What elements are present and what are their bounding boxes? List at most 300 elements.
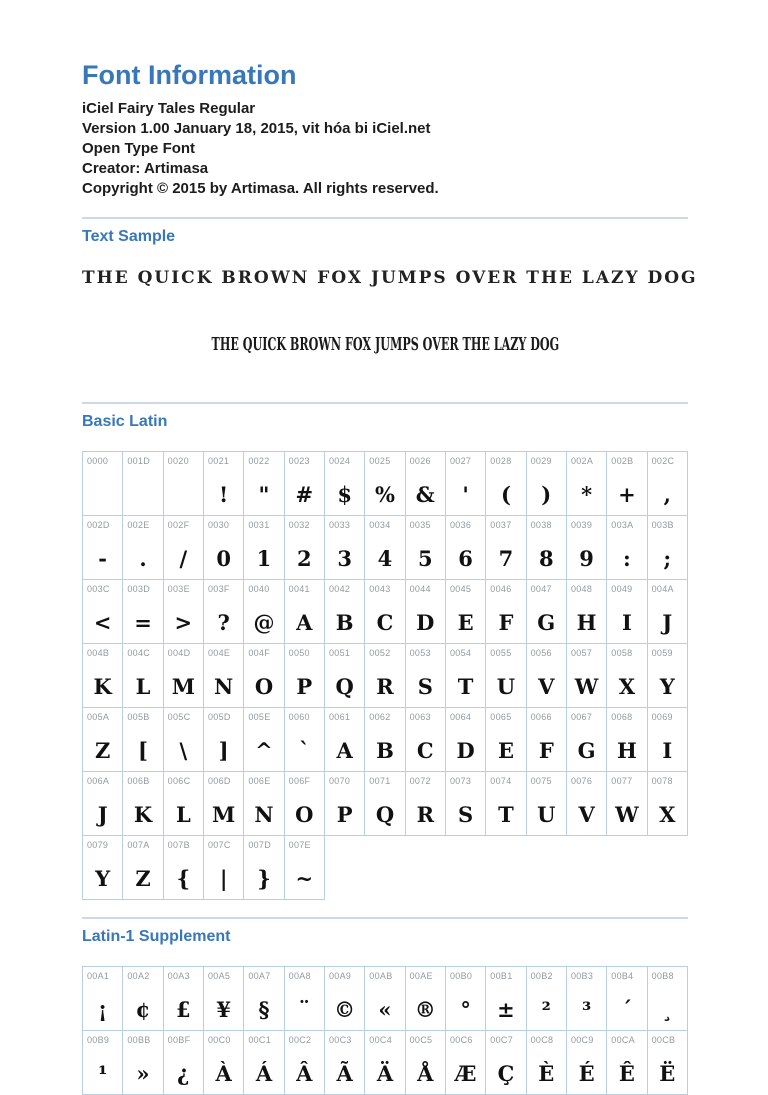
codepoint-label: 0025 — [369, 456, 391, 466]
codepoint-label: 0066 — [530, 712, 552, 722]
glyph-cell — [203, 835, 244, 900]
glyph-preview: ° — [460, 997, 471, 1022]
glyph-preview: Y — [659, 674, 675, 699]
glyph-cell — [203, 579, 244, 644]
glyph-preview: T — [457, 674, 474, 699]
glyph-cell — [82, 579, 123, 644]
codepoint-label: 0079 — [87, 840, 109, 850]
codepoint-label: 005C — [167, 712, 191, 722]
glyph-preview: ^ — [255, 738, 273, 763]
codepoint-label: 006C — [167, 776, 191, 786]
sample-text-condensed: THE QUICK BROWN FOX JUMPS OVER THE LAZY DOG — [211, 334, 559, 355]
glyph-cell — [647, 771, 688, 836]
codepoint-label: 0039 — [570, 520, 593, 530]
codepoint-label: 0065 — [490, 712, 512, 722]
glyph-preview: C — [416, 738, 434, 763]
glyph-preview: R — [376, 674, 394, 699]
glyph-cell — [364, 707, 405, 772]
glyph-preview: 9 — [579, 546, 594, 571]
glyph-cell — [324, 451, 365, 516]
glyph-cell — [526, 579, 567, 644]
codepoint-label: 004F — [248, 648, 271, 658]
glyph-preview: T — [498, 802, 514, 827]
codepoint-label: 005B — [127, 712, 150, 722]
codepoint-label: 003C — [87, 584, 110, 594]
glyph-cell — [122, 966, 163, 1031]
glyph-preview: « — [378, 997, 392, 1022]
text-sample-heading: Text Sample — [82, 228, 176, 245]
codepoint-label: 0033 — [328, 520, 351, 530]
glyph-cell — [606, 579, 647, 644]
codepoint-label: 0031 — [248, 520, 270, 530]
glyph-preview: I — [622, 610, 632, 635]
codepoint-label: 001D — [127, 456, 151, 466]
glyph-cell — [566, 966, 607, 1031]
codepoint-label: 0026 — [409, 456, 431, 466]
glyph-cell — [647, 451, 688, 516]
glyph-cell — [243, 1030, 284, 1095]
codepoint-label: 0067 — [570, 712, 593, 722]
glyph-cell — [445, 579, 486, 644]
glyph-preview: J — [662, 610, 673, 635]
glyph-cell — [405, 966, 446, 1031]
glyph-cell — [284, 966, 325, 1031]
glyph-cell — [284, 515, 325, 580]
codepoint-label: 00C7 — [490, 1035, 513, 1045]
glyph-preview: 2 — [296, 546, 312, 571]
glyph-cell — [324, 1030, 365, 1095]
codepoint-label: 0064 — [449, 712, 472, 722]
glyph-cell — [243, 835, 284, 900]
glyph-cell — [606, 707, 647, 772]
glyph-preview: ] — [218, 738, 229, 763]
glyph-preview: Y — [95, 866, 111, 891]
glyph-cell — [405, 771, 446, 836]
glyph-cell — [82, 707, 123, 772]
codepoint-label: 00AE — [409, 971, 433, 981]
glyph-cell — [405, 643, 446, 708]
glyph-preview: D — [456, 738, 475, 763]
glyph-preview: 0 — [216, 546, 231, 571]
glyph-cell — [122, 707, 163, 772]
glyph-cell — [203, 771, 244, 836]
glyph-preview: " — [258, 482, 270, 507]
codepoint-label: 0030 — [207, 520, 230, 530]
codepoint-label: 00C1 — [248, 1035, 272, 1045]
codepoint-label: 006B — [127, 776, 150, 786]
codepoint-label: 005D — [207, 712, 231, 722]
glyph-cell — [485, 451, 526, 516]
glyph-preview: E — [497, 738, 514, 763]
codepoint-label: 0057 — [570, 648, 593, 658]
glyph-preview: F — [498, 610, 514, 635]
codepoint-label: 0072 — [409, 776, 431, 786]
section-divider — [82, 917, 688, 919]
glyph-cell — [243, 771, 284, 836]
glyph-cell — [445, 966, 486, 1031]
glyph-cell — [526, 643, 567, 708]
font-copyright: Copyright © 2015 by Artimasa. All rights reserved. — [82, 180, 439, 197]
glyph-cell — [82, 515, 123, 580]
codepoint-label: 0052 — [369, 648, 391, 658]
glyph-preview: ¨ — [299, 997, 310, 1022]
glyph-cell — [606, 515, 647, 580]
glyph-cell — [243, 643, 284, 708]
font-version: Version 1.00 January 18, 2015, vit hóa bi iCiel.net — [82, 120, 431, 137]
glyph-cell — [324, 771, 365, 836]
glyph-cell — [485, 643, 526, 708]
glyph-cell — [364, 771, 405, 836]
glyph-preview: C — [376, 610, 394, 635]
glyph-preview: ¥ — [216, 997, 231, 1022]
spacer — [82, 358, 688, 384]
glyph-cell — [566, 643, 607, 708]
glyph-preview: X — [618, 674, 636, 699]
glyph-preview: À — [215, 1061, 232, 1086]
codepoint-label: 0038 — [530, 520, 552, 530]
codepoint-label: 002B — [611, 456, 634, 466]
glyph-cell — [485, 579, 526, 644]
codepoint-label: 0020 — [167, 456, 189, 466]
codepoint-label: 0027 — [449, 456, 472, 466]
codepoint-label: 00C4 — [369, 1035, 393, 1045]
glyph-preview: Q — [335, 674, 354, 699]
glyph-cell — [485, 966, 526, 1031]
codepoint-label: 00A9 — [328, 971, 352, 981]
codepoint-label: 0068 — [611, 712, 633, 722]
glyph-cell — [405, 515, 446, 580]
glyph-preview: V — [578, 802, 595, 827]
glyph-preview: S — [417, 674, 433, 699]
glyph-preview: Z — [135, 866, 151, 891]
glyph-cell — [566, 451, 607, 516]
codepoint-label: 00C6 — [449, 1035, 473, 1045]
glyph-preview: = — [134, 610, 152, 635]
codepoint-label: 0063 — [409, 712, 431, 722]
codepoint-label: 00CA — [611, 1035, 635, 1045]
glyph-preview: F — [538, 738, 554, 763]
glyph-preview: Å — [417, 1061, 434, 1086]
glyph-cell — [566, 771, 607, 836]
glyph-cell — [606, 1030, 647, 1095]
glyph-preview: ´ — [621, 997, 633, 1022]
glyph-preview: S — [458, 802, 474, 827]
codepoint-label: 0051 — [328, 648, 351, 658]
codepoint-label: 004C — [127, 648, 151, 658]
glyph-preview: \ — [179, 738, 188, 763]
codepoint-label: 003F — [207, 584, 230, 594]
codepoint-label: 005A — [87, 712, 110, 722]
glyph-cell — [82, 1030, 123, 1095]
page-title: Font Information — [82, 60, 297, 90]
codepoint-label: 0047 — [530, 584, 552, 594]
glyph-preview: ! — [219, 482, 229, 507]
glyph-cell — [526, 451, 567, 516]
glyph-preview: ) — [541, 482, 552, 507]
codepoint-label: 0043 — [369, 584, 391, 594]
glyph-cell — [647, 1030, 688, 1095]
glyph-cell — [284, 771, 325, 836]
codepoint-label: 0061 — [328, 712, 351, 722]
glyph-cell — [122, 643, 163, 708]
codepoint-label: 00C0 — [207, 1035, 231, 1045]
codepoint-label: 007D — [248, 840, 272, 850]
glyph-cell — [284, 1030, 325, 1095]
glyph-cell — [203, 515, 244, 580]
glyph-cell — [163, 771, 204, 836]
glyph-preview: V — [538, 674, 555, 699]
glyph-preview: Ã — [336, 1061, 353, 1086]
codepoint-label: 003D — [127, 584, 151, 594]
glyph-cell — [243, 579, 284, 644]
codepoint-label: 00A2 — [127, 971, 150, 981]
glyph-preview: ¢ — [135, 997, 151, 1022]
codepoint-label: 002C — [651, 456, 675, 466]
glyph-preview: U — [496, 674, 516, 699]
glyph-cell — [122, 771, 163, 836]
codepoint-label: 0056 — [530, 648, 552, 658]
glyph-preview: - — [98, 546, 108, 571]
glyph-preview: ¡ — [98, 997, 108, 1022]
glyph-preview: ® — [414, 997, 436, 1022]
glyph-cell — [445, 515, 486, 580]
codepoint-label: 00B8 — [651, 971, 674, 981]
basic-latin-grid — [82, 451, 689, 899]
glyph-cell — [566, 579, 607, 644]
codepoint-label: 0022 — [248, 456, 270, 466]
codepoint-label: 0050 — [288, 648, 310, 658]
codepoint-label: 006A — [87, 776, 110, 786]
section-divider — [82, 402, 688, 404]
glyph-preview: 1 — [256, 546, 272, 571]
glyph-cell — [82, 451, 123, 516]
codepoint-label: 0045 — [449, 584, 472, 594]
glyph-preview: 8 — [538, 546, 554, 571]
glyph-preview: ( — [500, 482, 511, 507]
glyph-preview: } — [257, 866, 271, 891]
glyph-preview: X — [659, 802, 676, 827]
glyph-preview: L — [175, 802, 191, 827]
glyph-preview: : — [623, 546, 631, 571]
glyph-preview: $ — [337, 482, 352, 507]
codepoint-label: 00A8 — [288, 971, 311, 981]
glyph-preview: D — [416, 610, 435, 635]
glyph-preview: & — [415, 482, 435, 507]
codepoint-label: 00B0 — [449, 971, 473, 981]
glyph-cell — [163, 1030, 204, 1095]
glyph-cell — [364, 1030, 405, 1095]
glyph-preview: 7 — [498, 546, 514, 571]
codepoint-label: 004B — [87, 648, 110, 658]
glyph-cell — [526, 515, 567, 580]
glyph-cell — [163, 707, 204, 772]
glyph-cell — [647, 515, 688, 580]
glyph-preview: 5 — [417, 546, 433, 571]
glyph-cell — [647, 966, 688, 1031]
codepoint-label: 0049 — [611, 584, 633, 594]
codepoint-label: 0021 — [207, 456, 230, 466]
glyph-preview: ` — [299, 738, 310, 763]
glyph-preview: £ — [176, 997, 191, 1022]
glyph-cell — [445, 771, 486, 836]
glyph-preview: W — [615, 802, 639, 827]
glyph-cell — [405, 707, 446, 772]
codepoint-label: 0077 — [611, 776, 633, 786]
glyph-cell — [82, 771, 123, 836]
codepoint-label: 00C5 — [409, 1035, 433, 1045]
codepoint-label: 00A1 — [87, 971, 110, 981]
codepoint-label: 0070 — [328, 776, 351, 786]
codepoint-label: 00C3 — [328, 1035, 352, 1045]
codepoint-label: 002E — [127, 520, 150, 530]
codepoint-label: 0055 — [490, 648, 512, 658]
glyph-cell — [243, 451, 284, 516]
glyph-cell — [445, 451, 486, 516]
codepoint-label: 002F — [167, 520, 190, 530]
glyph-preview: ¿ — [177, 1061, 190, 1086]
codepoint-label: 0075 — [530, 776, 552, 786]
glyph-cell — [606, 771, 647, 836]
codepoint-label: 0078 — [651, 776, 673, 786]
glyph-preview: A — [336, 738, 353, 763]
codepoint-label: 00C9 — [570, 1035, 594, 1045]
glyph-cell — [203, 451, 244, 516]
glyph-preview: G — [537, 610, 556, 635]
codepoint-label: 00BF — [167, 1035, 191, 1045]
glyph-cell — [284, 643, 325, 708]
glyph-preview: E — [457, 610, 474, 635]
glyph-preview: Ê — [618, 1061, 635, 1086]
codepoint-label: 007E — [288, 840, 311, 850]
glyph-preview: Æ — [454, 1061, 477, 1086]
codepoint-label: 0000 — [87, 456, 109, 466]
codepoint-label: 0041 — [288, 584, 310, 594]
codepoint-label: 0046 — [490, 584, 512, 594]
glyph-cell — [566, 515, 607, 580]
codepoint-label: 006D — [207, 776, 231, 786]
glyph-cell — [324, 579, 365, 644]
glyph-preview: | — [219, 866, 228, 891]
glyph-preview: 6 — [458, 546, 473, 571]
glyph-cell — [364, 643, 405, 708]
codepoint-label: 0076 — [570, 776, 593, 786]
codepoint-label: 0037 — [490, 520, 512, 530]
font-meta-block — [82, 99, 688, 199]
codepoint-label: 0053 — [409, 648, 431, 658]
glyph-cell — [284, 835, 325, 900]
glyph-cell — [485, 515, 526, 580]
glyph-cell — [122, 579, 163, 644]
glyph-preview: » — [136, 1061, 150, 1086]
glyph-cell — [324, 515, 365, 580]
glyph-cell — [405, 1030, 446, 1095]
glyph-preview: O — [295, 802, 314, 827]
codepoint-label: 0024 — [328, 456, 351, 466]
glyph-cell — [163, 835, 204, 900]
font-name: iCiel Fairy Tales Regular — [82, 100, 256, 117]
glyph-preview: . — [139, 546, 147, 571]
codepoint-label: 0040 — [248, 584, 270, 594]
glyph-preview: Ä — [376, 1061, 394, 1086]
codepoint-label: 0054 — [449, 648, 472, 658]
glyph-cell — [163, 451, 204, 516]
codepoint-label: 004A — [651, 584, 674, 594]
glyph-preview: Z — [94, 738, 111, 763]
glyph-cell — [203, 966, 244, 1031]
codepoint-label: 002D — [87, 520, 110, 530]
glyph-preview: < — [93, 610, 112, 635]
glyph-cell — [82, 966, 123, 1031]
glyph-cell — [364, 451, 405, 516]
glyph-preview: ? — [217, 610, 230, 635]
glyph-preview: + — [618, 482, 636, 507]
glyph-preview: U — [537, 802, 556, 827]
glyph-cell — [163, 643, 204, 708]
codepoint-label: 0074 — [490, 776, 512, 786]
codepoint-label: 00B3 — [570, 971, 594, 981]
glyph-cell — [324, 966, 365, 1031]
glyph-cell — [526, 707, 567, 772]
glyph-preview: H — [617, 738, 637, 763]
glyph-preview: Ë — [659, 1061, 676, 1086]
codepoint-label: 0023 — [288, 456, 310, 466]
glyph-preview: 4 — [377, 546, 393, 571]
glyph-preview: W — [574, 674, 599, 699]
latin1-supplement-grid — [82, 966, 689, 1094]
glyph-preview: K — [93, 674, 112, 699]
glyph-cell — [405, 451, 446, 516]
glyph-preview: * — [581, 482, 593, 507]
glyph-cell — [526, 1030, 567, 1095]
codepoint-label: 00C8 — [530, 1035, 554, 1045]
codepoint-label: 0048 — [570, 584, 593, 594]
glyph-cell — [82, 643, 123, 708]
glyph-preview: { — [176, 866, 191, 891]
font-creator: Creator: Artimasa — [82, 160, 209, 177]
codepoint-label: 0059 — [651, 648, 673, 658]
codepoint-label: 0073 — [449, 776, 472, 786]
glyph-preview: [ — [138, 738, 148, 763]
glyph-preview: Q — [375, 802, 395, 827]
codepoint-label: 004E — [207, 648, 231, 658]
glyph-cell — [203, 1030, 244, 1095]
codepoint-label: 004D — [167, 648, 191, 658]
codepoint-label: 0071 — [369, 776, 391, 786]
codepoint-label: 007C — [207, 840, 231, 850]
glyph-preview: N — [214, 674, 234, 699]
codepoint-label: 00CB — [651, 1035, 676, 1045]
glyph-preview: Ç — [497, 1061, 515, 1086]
codepoint-label: 0062 — [369, 712, 391, 722]
codepoint-label: 0060 — [288, 712, 310, 722]
glyph-cell — [284, 707, 325, 772]
sample-text-decorative: THE QUICK BROWN FOX JUMPS OVER THE LAZY DOG — [82, 268, 698, 288]
codepoint-label: 00B2 — [530, 971, 553, 981]
codepoint-label: 0034 — [369, 520, 391, 530]
glyph-cell — [203, 707, 244, 772]
glyph-cell — [122, 451, 163, 516]
sample-text-condensed-wrap — [82, 334, 688, 358]
glyph-preview: Á — [255, 1061, 273, 1086]
glyph-cell — [445, 1030, 486, 1095]
codepoint-label: 00B1 — [490, 971, 513, 981]
font-type: Open Type Font — [82, 140, 196, 157]
glyph-cell — [566, 1030, 607, 1095]
codepoint-label: 0028 — [490, 456, 512, 466]
glyph-cell — [606, 966, 647, 1031]
glyph-cell — [284, 451, 325, 516]
glyph-preview: ¹ — [98, 1061, 108, 1086]
